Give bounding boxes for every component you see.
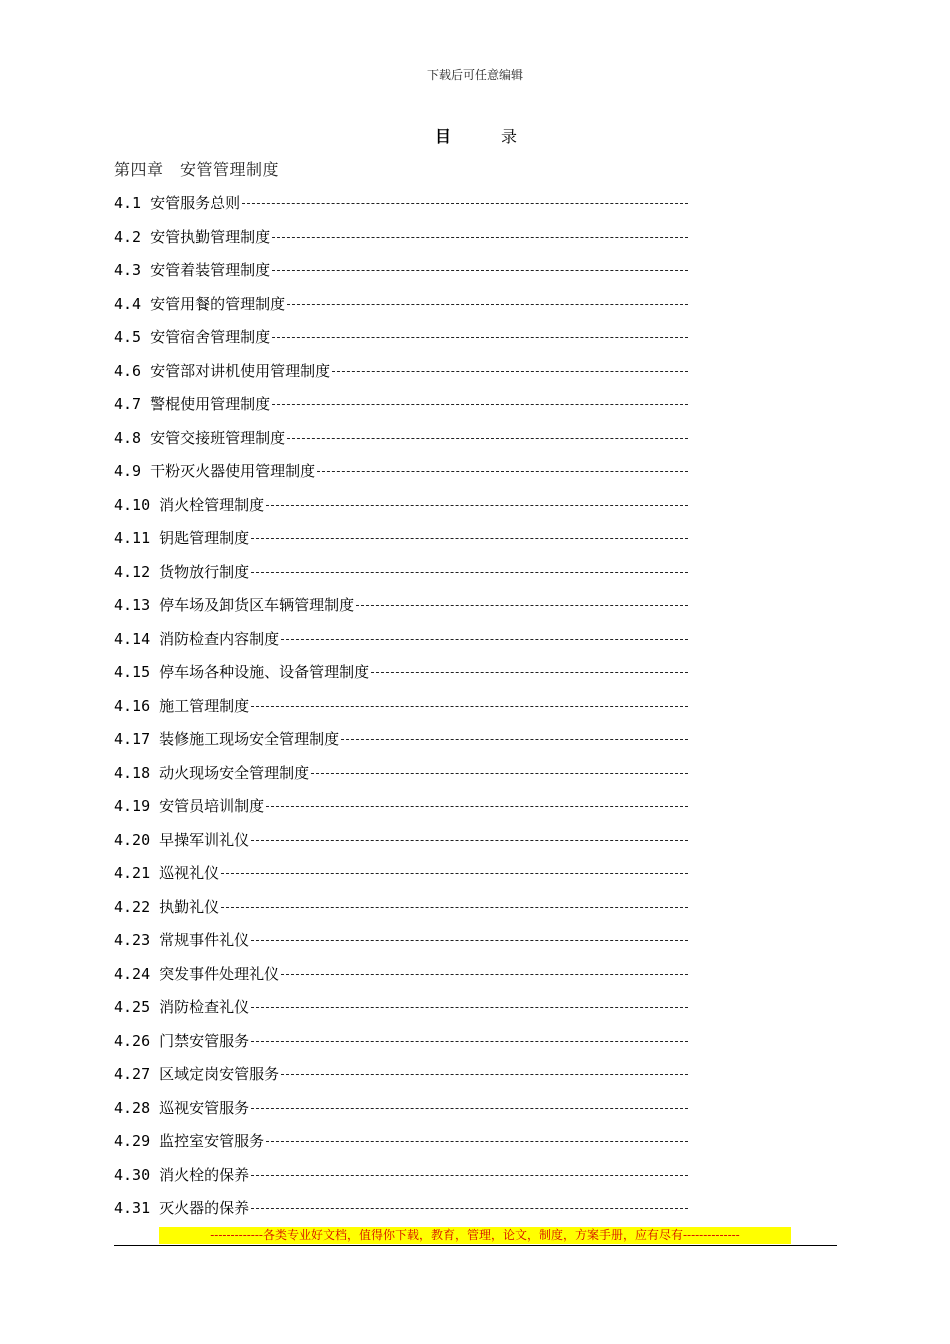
header-note: 下载后可任意编辑 (426, 68, 523, 82)
toc-entry-label: 4.29 监控室安管服务 (114, 1132, 265, 1151)
toc-entry[interactable] (114, 990, 688, 1024)
toc-entry-label: 4.5 安管宿舍管理制度 (114, 328, 271, 347)
toc-leader-line (341, 739, 688, 740)
toc-leader-line (251, 1208, 688, 1209)
toc-entry[interactable] (114, 689, 688, 723)
toc-entry[interactable] (114, 454, 688, 488)
toc-entry[interactable] (114, 890, 688, 924)
toc-entry[interactable] (114, 1024, 688, 1058)
toc-leader-line (287, 438, 688, 439)
toc-entry-label: 4.9 干粉灭火器使用管理制度 (114, 462, 316, 481)
toc-leader-line (251, 572, 688, 573)
toc-entry-label: 4.21 巡视礼仪 (114, 864, 220, 883)
toc-entry-label: 4.25 消防检查礼仪 (114, 998, 250, 1017)
toc-title-char-2: 录 (501, 127, 518, 146)
toc-entry[interactable] (114, 923, 688, 957)
toc-entry[interactable] (114, 387, 688, 421)
toc-entry-label: 4.15 停车场各种设施、设备管理制度 (114, 663, 370, 682)
toc-leader-line (266, 806, 688, 807)
toc-leader-line (221, 907, 688, 908)
toc-entry-label: 4.24 突发事件处理礼仪 (114, 964, 280, 983)
toc-entry-label: 4.30 消火栓的保养 (114, 1165, 250, 1184)
toc-entry-label: 4.11 钥匙管理制度 (114, 529, 250, 548)
toc-leader-line (251, 1041, 688, 1042)
toc-leader-line (332, 371, 688, 372)
toc-leader-line (281, 1074, 688, 1075)
toc-entry-label: 4.7 警棍使用管理制度 (114, 395, 271, 414)
toc-entry[interactable] (114, 823, 688, 857)
toc-title-char-1: 目 (435, 127, 452, 146)
toc-entry-label: 4.28 巡视安管服务 (114, 1098, 250, 1117)
toc-leader-line (356, 605, 688, 606)
toc-leader-line (251, 1175, 688, 1176)
chapter-heading: 第四章 安管管理制度 (114, 160, 280, 179)
toc-entry[interactable] (114, 756, 688, 790)
toc-entry[interactable] (114, 1124, 688, 1158)
toc-entry-label: 4.13 停车场及卸货区车辆管理制度 (114, 596, 355, 615)
toc-entry[interactable] (114, 1191, 688, 1225)
toc-entry-label: 4.19 安管员培训制度 (114, 797, 265, 816)
toc-leader-line (287, 304, 688, 305)
table-of-contents (114, 186, 688, 1225)
toc-entry[interactable] (114, 287, 688, 321)
toc-leader-line (311, 773, 688, 774)
toc-leader-line (371, 672, 688, 673)
toc-entry-label: 4.16 施工管理制度 (114, 696, 250, 715)
toc-entry[interactable] (114, 1158, 688, 1192)
toc-entry-label: 4.27 区域定岗安管服务 (114, 1065, 280, 1084)
toc-leader-line (251, 538, 688, 539)
toc-entry-label: 4.26 门禁安管服务 (114, 1031, 250, 1050)
toc-entry-label: 4.23 常规事件礼仪 (114, 931, 250, 950)
toc-entry[interactable] (114, 253, 688, 287)
toc-entry-label: 4.10 消火栓管理制度 (114, 495, 265, 514)
toc-entry-label: 4.20 早操军训礼仪 (114, 830, 250, 849)
toc-leader-line (281, 974, 688, 975)
toc-entry[interactable] (114, 1057, 688, 1091)
toc-entry[interactable] (114, 521, 688, 555)
toc-leader-line (221, 873, 688, 874)
toc-entry[interactable] (114, 588, 688, 622)
toc-entry-label: 4.17 装修施工现场安全管理制度 (114, 730, 340, 749)
toc-entry-label: 4.4 安管用餐的管理制度 (114, 294, 286, 313)
toc-leader-line (251, 840, 688, 841)
toc-leader-line (251, 940, 688, 941)
toc-entry[interactable] (114, 186, 688, 220)
footer-banner: -------------各类专业好文档，值得你下载，教育，管理，论文，制度，方案手册，应有尽有-------------- (159, 1227, 791, 1244)
toc-entry[interactable] (114, 555, 688, 589)
toc-entry-label: 4.6 安管部对讲机使用管理制度 (114, 361, 331, 380)
toc-entry-label: 4.12 货物放行制度 (114, 562, 250, 581)
toc-entry-label: 4.1 安管服务总则 (114, 194, 241, 213)
footer-rule (114, 1245, 837, 1246)
toc-entry[interactable] (114, 320, 688, 354)
toc-entry[interactable] (114, 421, 688, 455)
toc-leader-line (251, 1108, 688, 1109)
toc-leader-line (272, 237, 688, 238)
toc-entry[interactable] (114, 856, 688, 890)
toc-entry[interactable] (114, 622, 688, 656)
toc-entry[interactable] (114, 220, 688, 254)
toc-entry-label: 4.14 消防检查内容制度 (114, 629, 280, 648)
toc-leader-line (266, 1141, 688, 1142)
toc-leader-line (266, 505, 688, 506)
toc-leader-line (317, 471, 688, 472)
toc-leader-line (272, 270, 688, 271)
toc-leader-line (242, 203, 688, 204)
toc-leader-line (272, 404, 688, 405)
toc-entry[interactable] (114, 488, 688, 522)
toc-entry-label: 4.8 安管交接班管理制度 (114, 428, 286, 447)
toc-entry-label: 4.2 安管执勤管理制度 (114, 227, 271, 246)
toc-entry[interactable] (114, 722, 688, 756)
toc-leader-line (272, 337, 688, 338)
toc-entry[interactable] (114, 655, 688, 689)
toc-entry[interactable] (114, 1091, 688, 1125)
toc-entry-label: 4.3 安管着装管理制度 (114, 261, 271, 280)
toc-leader-line (251, 706, 688, 707)
toc-entry-label: 4.31 灭火器的保养 (114, 1199, 250, 1218)
toc-entry[interactable] (114, 354, 688, 388)
toc-leader-line (251, 1007, 688, 1008)
toc-entry[interactable] (114, 789, 688, 823)
toc-entry-label: 4.18 动火现场安全管理制度 (114, 763, 310, 782)
toc-entry-label: 4.22 执勤礼仪 (114, 897, 220, 916)
toc-leader-line (281, 639, 688, 640)
toc-entry[interactable] (114, 957, 688, 991)
